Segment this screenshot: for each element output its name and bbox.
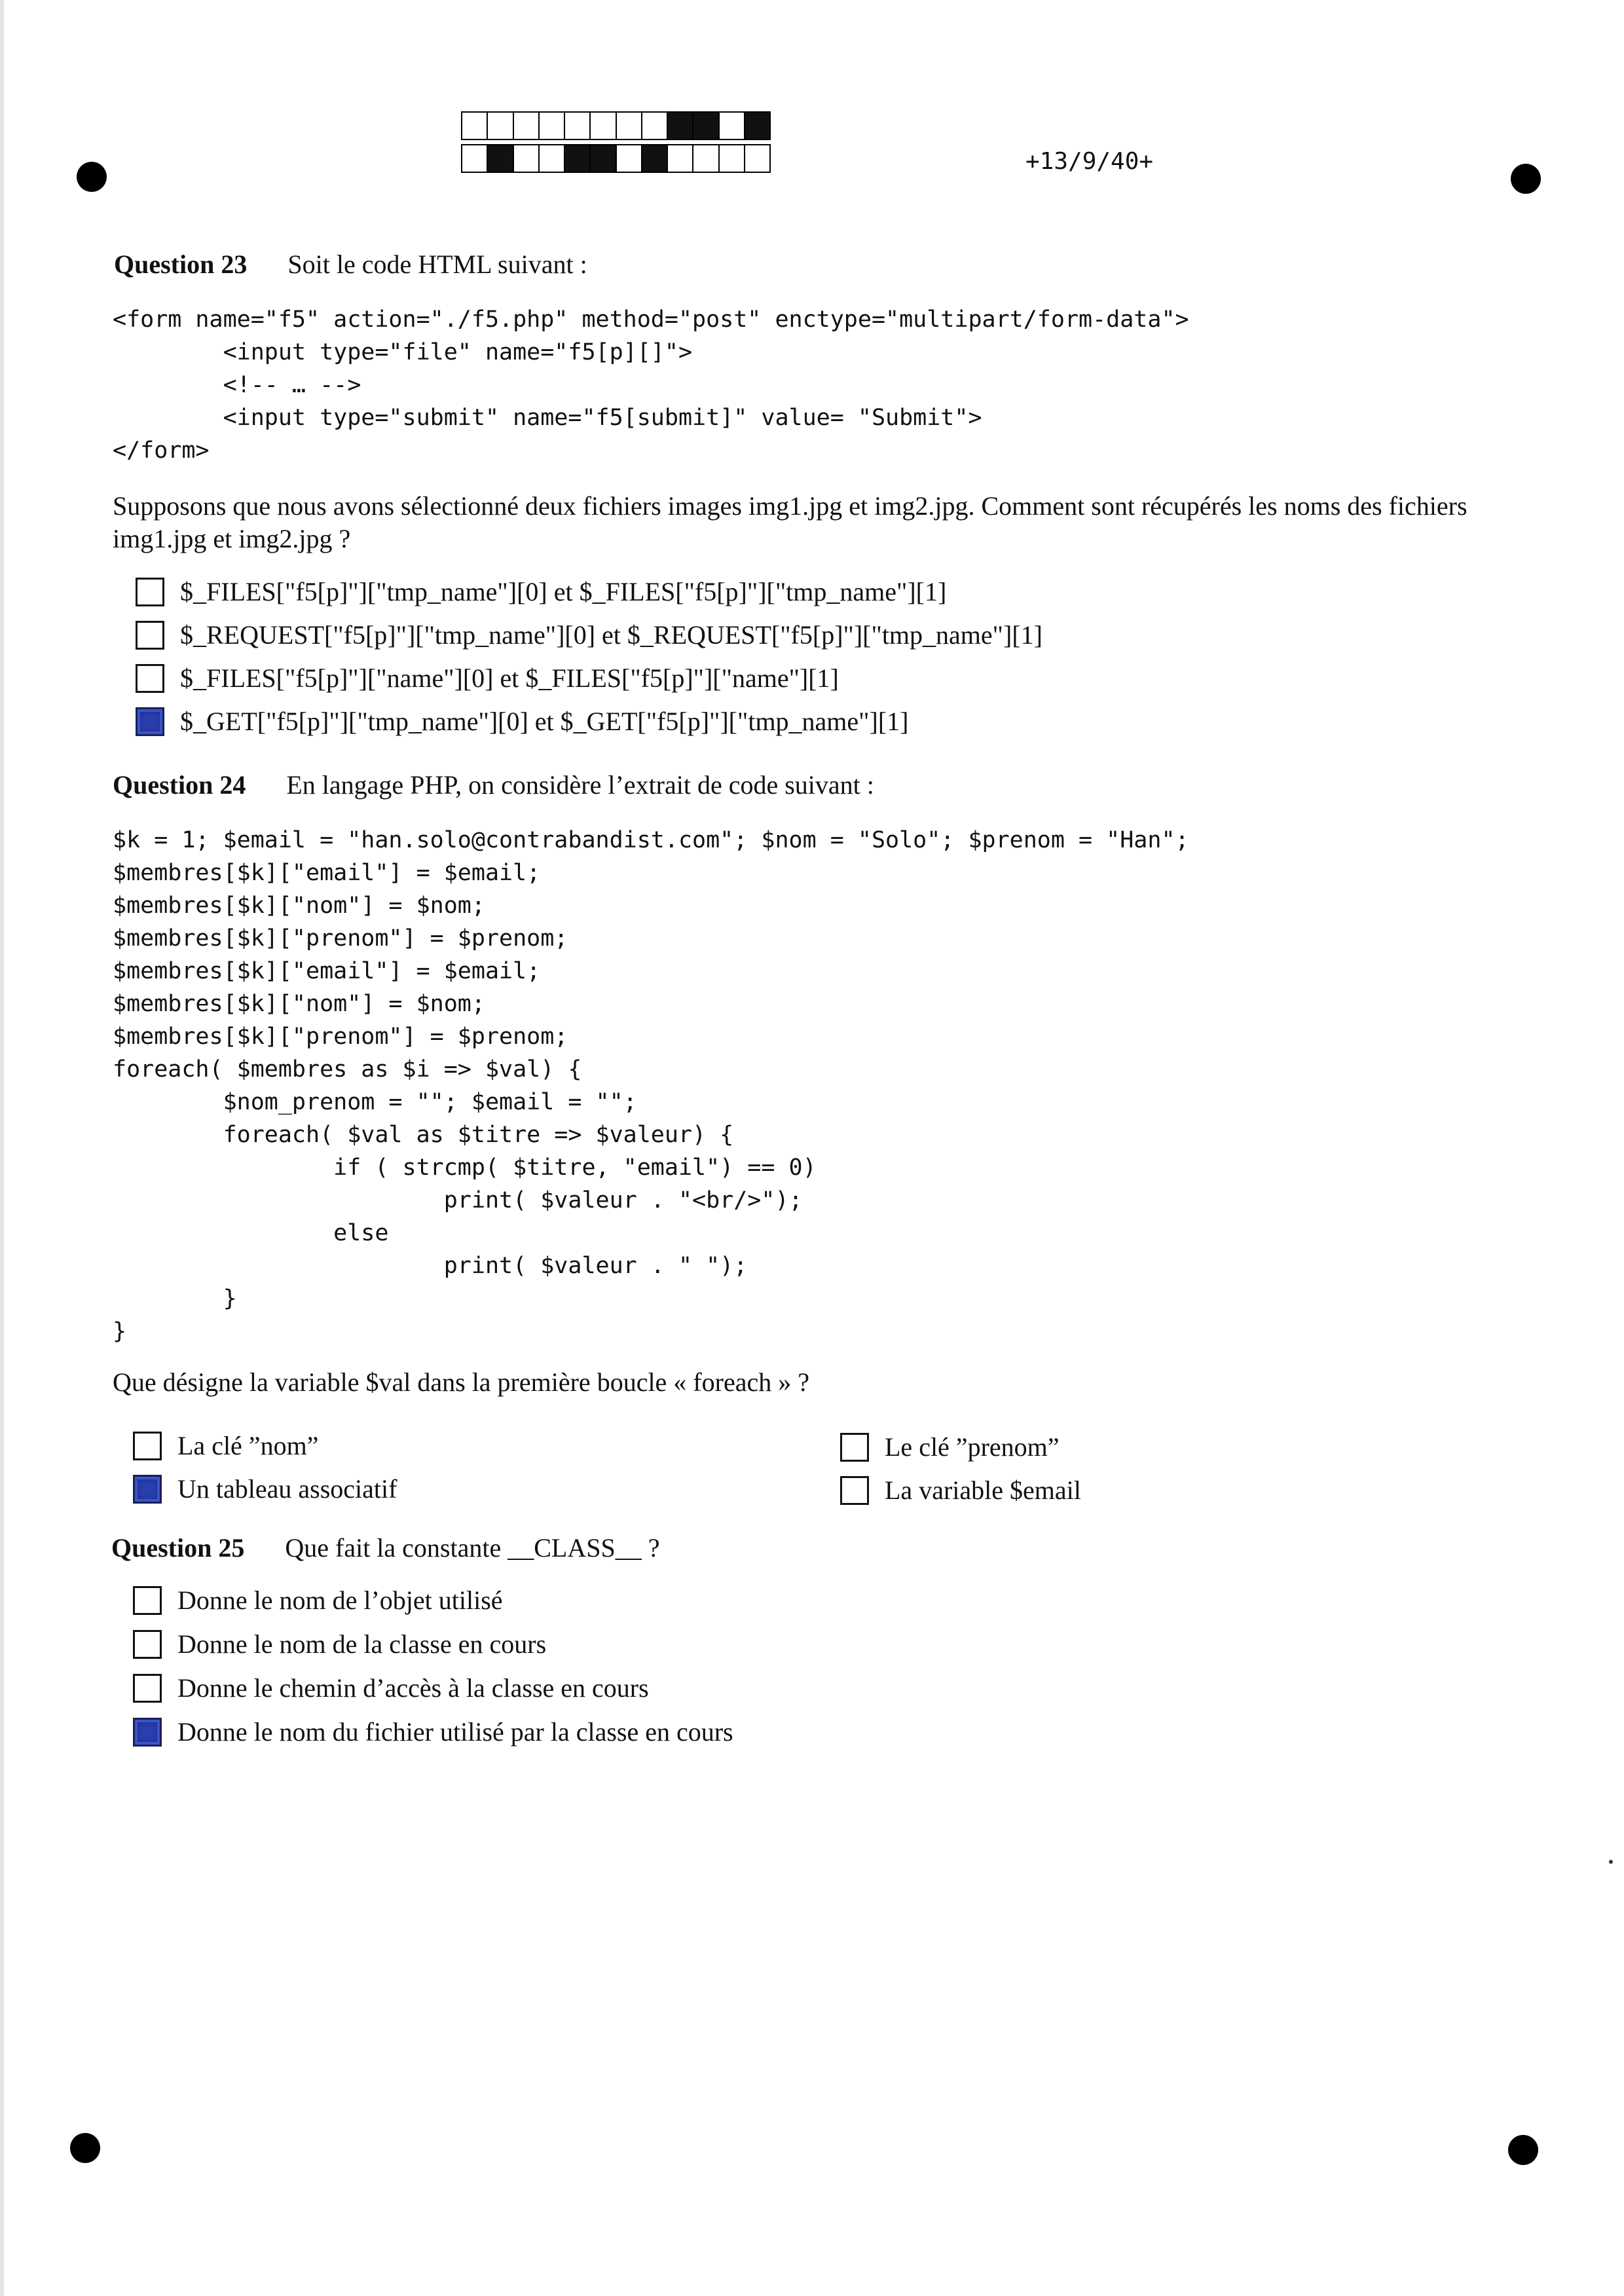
- grid-cell: [668, 113, 693, 139]
- grid-cell: [488, 145, 513, 172]
- grid-cell: [565, 113, 591, 139]
- question-25-option-3[interactable]: [133, 1673, 649, 1703]
- question-25-option-2[interactable]: [133, 1629, 546, 1659]
- question-25-label: Question 25: [111, 1533, 245, 1563]
- question-24-label: Question 24: [113, 770, 246, 800]
- grid-cell: [642, 113, 668, 139]
- grid-cell: [720, 145, 745, 172]
- question-23-label: Question 23: [114, 250, 248, 279]
- grid-cell: [591, 113, 616, 139]
- checkbox[interactable]: [840, 1433, 869, 1462]
- grid-cell: [745, 145, 769, 172]
- checkbox[interactable]: [133, 1718, 162, 1747]
- question-24-option-4[interactable]: [840, 1475, 1081, 1506]
- grid-cell: [540, 145, 565, 172]
- checkbox[interactable]: [133, 1475, 162, 1504]
- question-24-title: [113, 769, 874, 800]
- option-label: La clé ”nom”: [177, 1431, 319, 1460]
- grid-cell: [642, 145, 668, 172]
- option-label: La variable $email: [885, 1475, 1081, 1505]
- question-24-option-1[interactable]: [133, 1430, 318, 1461]
- sheet-code-grid-bottom: [461, 144, 771, 173]
- grid-cell: [462, 113, 488, 139]
- question-23-title: [114, 249, 587, 280]
- question-23-option-3[interactable]: [136, 663, 839, 694]
- option-label: $_FILES["f5[p]"]["name"][0] et $_FILES["f5[p]"]["name"][1]: [180, 663, 839, 693]
- grid-cell: [668, 145, 693, 172]
- sheet-code-grid-top: [461, 111, 771, 140]
- grid-cell: [693, 113, 719, 139]
- option-label: $_REQUEST["f5[p]"]["tmp_name"][0] et $_REQUEST["f5[p]"]["tmp_name"][1]: [180, 620, 1043, 650]
- grid-cell: [540, 113, 565, 139]
- question-23-text: Supposons que nous avons sélectionné deux fichiers images img1.jpg et img2.jpg. Comment sont récupérés les noms des fichiers img1.jpg et img2.jpg ?: [113, 491, 1467, 553]
- question-24-option-3[interactable]: [133, 1473, 397, 1504]
- checkbox[interactable]: [133, 1630, 162, 1659]
- question-23-option-4[interactable]: [136, 706, 908, 737]
- sheet-id: +13/9/40+: [1025, 148, 1154, 175]
- registration-mark-top-left: [77, 162, 107, 192]
- question-24-option-2[interactable]: [840, 1432, 1060, 1462]
- checkbox[interactable]: [136, 707, 164, 736]
- question-24-text: Que désigne la variable $val dans la première boucle « foreach » ?: [113, 1367, 809, 1397]
- question-23-prompt: Soit le code HTML suivant :: [287, 250, 587, 279]
- option-label: Donne le nom du fichier utilisé par la classe en cours: [177, 1717, 733, 1747]
- checkbox[interactable]: [136, 621, 164, 650]
- grid-cell: [565, 145, 591, 172]
- question-24-prompt: En langage PHP, on considère l’extrait de code suivant :: [286, 770, 874, 800]
- scan-speck: [1609, 1860, 1613, 1864]
- registration-mark-bottom-left: [70, 2133, 100, 2163]
- question-25-title: [111, 1532, 659, 1563]
- option-label: Donne le nom de la classe en cours: [177, 1629, 547, 1659]
- question-23-code: <form name="f5" action="./f5.php" method="post" enctype="multipart/form-data"> <input type="file" name="f5[p][]"> <!-- … --> <input type="submit" name="f5[submit]" value= "Submit"> </form>: [113, 306, 1189, 464]
- question-25-option-4[interactable]: [133, 1716, 733, 1747]
- option-label: Un tableau associatif: [177, 1474, 397, 1504]
- grid-cell: [591, 145, 616, 172]
- option-label: Donne le nom de l’objet utilisé: [177, 1585, 503, 1615]
- registration-mark-bottom-right: [1508, 2135, 1538, 2165]
- checkbox[interactable]: [840, 1476, 869, 1505]
- grid-cell: [514, 113, 540, 139]
- grid-cell: [462, 145, 488, 172]
- grid-cell: [617, 113, 642, 139]
- option-label: $_GET["f5[p]"]["tmp_name"][0] et $_GET["f5[p]"]["tmp_name"][1]: [180, 707, 909, 736]
- grid-cell: [693, 145, 719, 172]
- option-label: Donne le chemin d’accès à la classe en cours: [177, 1673, 649, 1703]
- grid-cell: [488, 113, 513, 139]
- grid-cell: [617, 145, 642, 172]
- question-23-option-2[interactable]: [136, 620, 1043, 650]
- option-label: $_FILES["f5[p]"]["tmp_name"][0] et $_FILES["f5[p]"]["tmp_name"][1]: [180, 577, 947, 606]
- page-edge: [0, 0, 4, 2296]
- option-label: Le clé ”prenom”: [885, 1432, 1060, 1462]
- question-23-option-1[interactable]: [136, 576, 946, 607]
- question-24-code: $k = 1; $email = "han.solo@contrabandist.com"; $nom = "Solo"; $prenom = "Han"; $membres[$k]["email"] = $email; $membres[$k]["nom"] = $nom; $membres[$k]["prenom"] = $prenom; $membres[$k]["email"] = $email; $membres[$k]["nom"] = $nom; $membres[$k]["prenom"] = $prenom; foreach( $membres as $i => $val) { $nom_prenom = ""; $email = ""; foreach( $val as $titre => $valeur) { if ( strcmp( $titre, "email") == 0) print( $valeur . "<br/>"); else print( $valeur . " "); } }: [113, 827, 1189, 1344]
- question-25-prompt: Que fait la constante __CLASS__ ?: [285, 1533, 660, 1563]
- grid-cell: [514, 145, 540, 172]
- checkbox[interactable]: [133, 1586, 162, 1615]
- grid-cell: [745, 113, 769, 139]
- registration-mark-top-right: [1511, 164, 1541, 194]
- checkbox[interactable]: [133, 1432, 162, 1460]
- checkbox[interactable]: [136, 664, 164, 693]
- question-25-option-1[interactable]: [133, 1585, 503, 1616]
- checkbox[interactable]: [136, 578, 164, 606]
- checkbox[interactable]: [133, 1674, 162, 1703]
- grid-cell: [720, 113, 745, 139]
